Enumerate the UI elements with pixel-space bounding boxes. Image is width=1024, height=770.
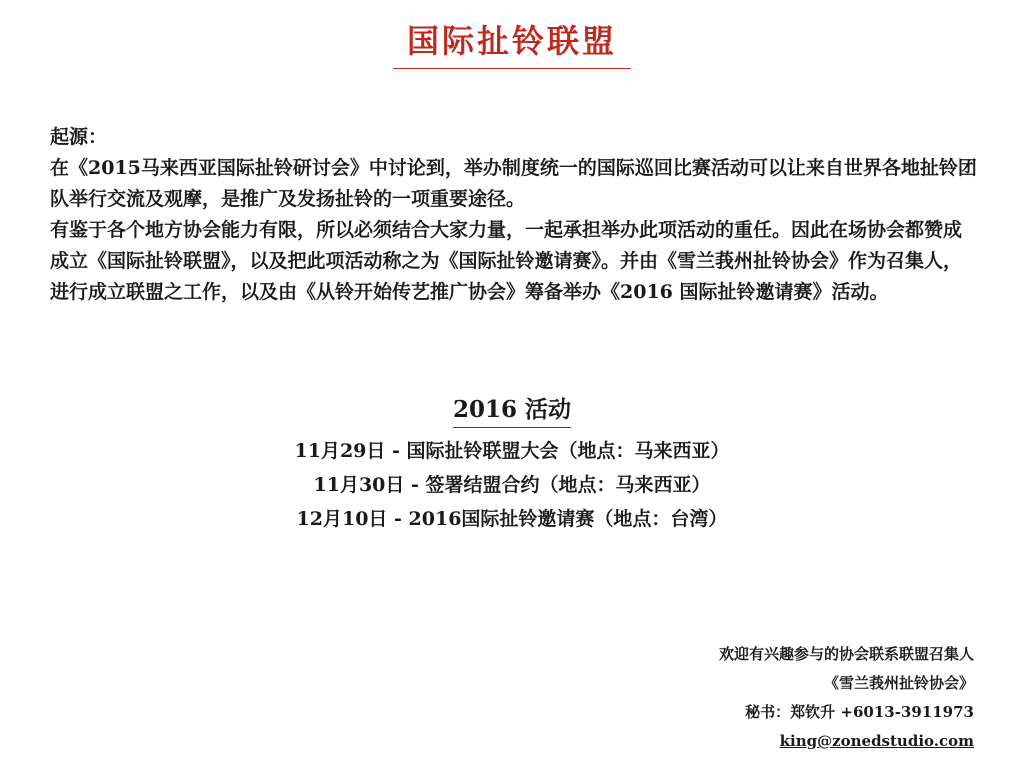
title-container — [0, 22, 1024, 69]
events-section — [0, 396, 1024, 536]
origin-paragraph-2: 有鉴于各个地方协会能力有限，所以必须结合大家力量，一起承担举办此项活动的重任。因此在场协会都赞成成立《国际扯铃联盟》，以及把此项活动称之为《国际扯铃邀请赛》。并由《雪兰莪州扯铃协会》作为召集人，进行成立联盟之工作，以及由《从铃开始传艺推广协会》筹备举办《2016 国际扯铃邀请赛》活动。 — [50, 219, 963, 303]
events-heading: 2016 活动 — [453, 396, 571, 428]
contact-section — [374, 640, 974, 756]
event-item-2: 11月30日 - 签署结盟合约（地点：马来西亚） — [313, 473, 711, 496]
origin-paragraph-1: 在《2015马来西亚国际扯铃研讨会》中讨论到，举办制度统一的国际巡回比赛活动可以让来自世界各地扯铃团队举行交流及观摩，是推广及发扬扯铃的一项重要途径。 — [50, 157, 977, 210]
contact-invitation: 欢迎有兴趣参与的协会联系联盟召集人 — [718, 645, 974, 663]
contact-secretary: 秘书：郑钦升 +6013-3911973 — [745, 703, 974, 721]
event-item-1: 11月29日 - 国际扯铃联盟大会（地点：马来西亚） — [294, 439, 730, 462]
event-item-3: 12月10日 - 2016国际扯铃邀请赛（地点：台湾） — [296, 507, 728, 530]
origin-heading: 起源： — [50, 126, 108, 148]
contact-email-link[interactable]: king@zonedstudio.com — [779, 732, 974, 750]
contact-organizer: 《雪兰莪州扯铃协会》 — [823, 674, 974, 692]
page-title: 国际扯铃联盟 — [393, 22, 631, 69]
origin-section — [50, 122, 980, 308]
